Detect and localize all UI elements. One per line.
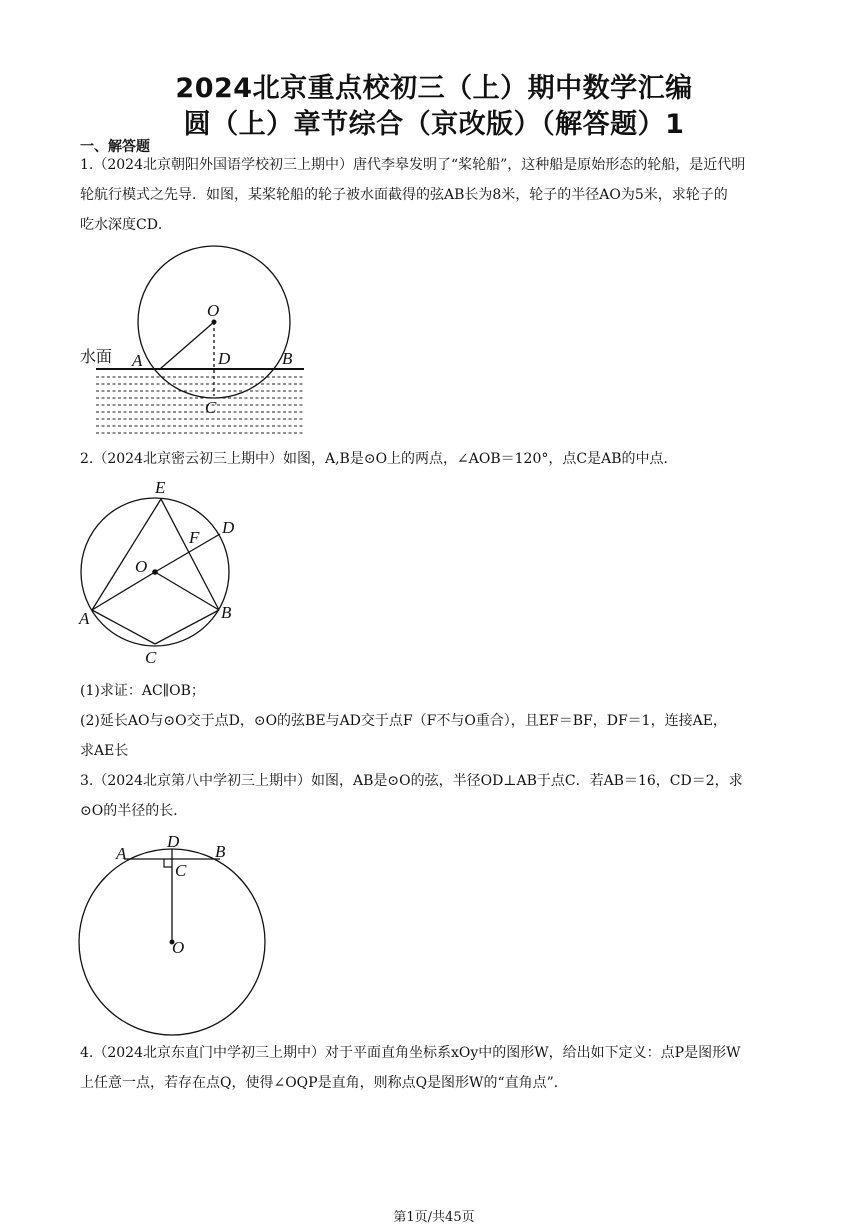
label-C: C xyxy=(205,398,217,417)
problem-1-line-1: 1.（2024北京朝阳外国语学校初三上期中）唐代李皋发明了“桨轮船”，这种船是原始形态的轮船，是近代明 xyxy=(80,157,746,173)
problem-1-text xyxy=(80,150,792,240)
label-B: B xyxy=(221,603,232,622)
problem-4-line-1: 4.（2024北京东直门中学初三上期中）对于平面直角坐标系xOy中的图形W，给出如下定义：点P是图形W xyxy=(80,1045,741,1061)
label-E: E xyxy=(155,478,166,497)
problem-1-line-3: 吃水深度CD． xyxy=(80,217,172,233)
label-O: O xyxy=(135,557,148,576)
label-A: A xyxy=(79,609,90,628)
problem-2-part-2-line-1: (2)延长AO与⊙O交于点D，⊙O的弦BE与AD交于点F（F不与O重合），且EF＝BF，DF＝1，连接AE， xyxy=(80,713,727,729)
page-title: 2024北京重点校初三（上）期中数学汇编 xyxy=(175,73,693,104)
page-subtitle: 圆（上）章节综合（京改版）（解答题）1 xyxy=(183,109,685,140)
problem-4-text xyxy=(80,1038,792,1098)
problem-4-line-2: 上任意一点，若存在点Q，使得∠OQP是直角，则称点Q是图形W的“直角点”． xyxy=(80,1075,568,1091)
label-water-surface: 水面 xyxy=(80,347,113,366)
figure-paddle-wheel xyxy=(76,242,316,442)
label-C: C xyxy=(145,648,157,667)
label-D: D xyxy=(218,349,231,368)
problem-2-stem: 2.（2024北京密云初三上期中）如图，A,B是⊙O上的两点，∠AOB＝120°，点C是AB的中点． xyxy=(80,451,678,467)
problem-2-part-1: (1)求证：AC∥OB； xyxy=(80,683,205,699)
label-D: D xyxy=(167,832,180,851)
figure-chord-ab xyxy=(74,832,274,1040)
problem-3-line-2: ⊙O的半径的长． xyxy=(80,803,188,819)
problem-1-line-2: 轮航行模式之先导．如图，某桨轮船的轮子被水面截得的弦AB长为8米，轮子的半径AO为5米，求轮子的 xyxy=(80,187,728,203)
problem-3-line-1: 3.（2024北京第八中学初三上期中）如图，AB是⊙O的弦，半径OD⊥AB于点C．若AB＝16，CD＝2，求 xyxy=(80,773,743,789)
label-B: B xyxy=(215,842,226,861)
problem-2-part-2-line-2: 求AE长 xyxy=(80,743,129,759)
page-footer: 第1页/共45页 xyxy=(393,1210,475,1225)
label-O: O xyxy=(207,301,220,320)
label-A: A xyxy=(132,351,143,370)
figure-circle-aob xyxy=(72,476,247,668)
problem-3-text xyxy=(80,766,792,826)
label-F: F xyxy=(189,528,200,547)
section-heading: 一、解答题 xyxy=(80,139,150,155)
label-C: C xyxy=(175,861,187,880)
label-A: A xyxy=(116,844,127,863)
label-D: D xyxy=(222,518,235,537)
label-O: O xyxy=(172,938,185,957)
label-B: B xyxy=(282,349,293,368)
problem-2-parts xyxy=(80,676,792,766)
